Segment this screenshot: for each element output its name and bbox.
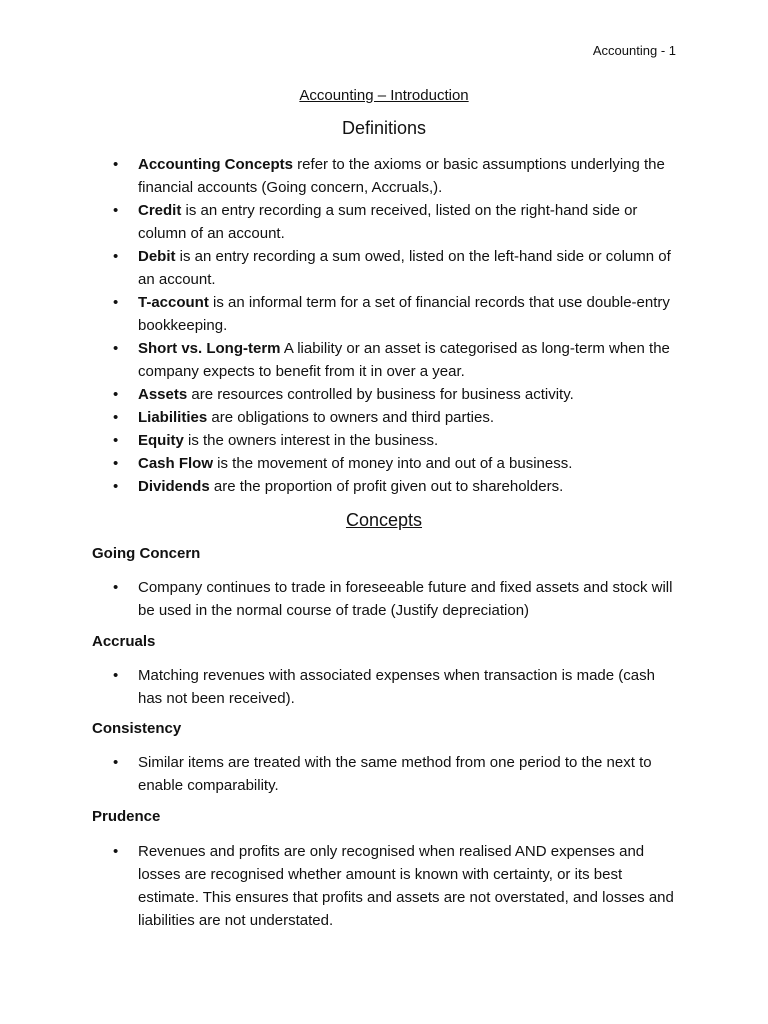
definition-text: is the owners interest in the business. (183, 432, 439, 449)
concept-bullet: • Similar items are treated with the same method from one period to the next to enable comparability. (0, 751, 768, 797)
concept-title-consistency: Consistency (92, 720, 182, 737)
definition-text: is an entry recording a sum received, listed on the right-hand side or column of an account. (138, 202, 638, 242)
definition-item (0, 337, 768, 383)
definition-term: Assets (138, 386, 188, 403)
definition-item (0, 475, 768, 498)
definitions-list (0, 153, 768, 498)
document-title: Accounting – Introduction (299, 87, 469, 104)
definition-item (0, 383, 768, 406)
definition-item (0, 199, 768, 245)
definition-text: are resources controlled by business for business activity. (187, 386, 574, 403)
definition-text: is an entry recording a sum owed, listed on the left-hand side or column of an account. (138, 248, 671, 288)
concept-bullet: • Revenues and profits are only recognised when realised AND expenses and losses are recognised whether amount is known with certainty, or its best estimate. This ensures that profits and assets are not overstated, and losses and liabilities are not understated. (0, 840, 768, 932)
definition-text: is the movement of money into and out of a business. (213, 455, 573, 472)
concepts-heading: Concepts (345, 510, 423, 530)
concept-list-prudence (0, 840, 768, 932)
definition-text: is an informal term for a set of financial records that use double-entry bookkeeping. (138, 294, 670, 334)
definition-item (0, 291, 768, 337)
definition-term: T-account (138, 294, 209, 311)
definition-item (0, 406, 768, 429)
definition-text: refer to the axioms or basic assumptions underlying the financial accounts (Going concern, Accruals,). (138, 156, 665, 196)
concept-title-accruals: Accruals (92, 633, 156, 650)
concept-list-going-concern (0, 576, 768, 622)
definition-term: Credit (138, 202, 182, 219)
definition-term: Liabilities (138, 409, 208, 426)
concept-bullet: • Matching revenues with associated expenses when transaction is made (cash has not been received). (0, 664, 768, 710)
definition-term: Debit (138, 248, 176, 265)
concept-list-consistency (0, 751, 768, 797)
definition-term: Accounting Concepts (138, 156, 294, 173)
definition-item (0, 245, 768, 291)
definition-item (0, 452, 768, 475)
running-header: Accounting - 1 (592, 43, 676, 58)
concept-title-going-concern: Going Concern (92, 545, 201, 562)
definition-term: Dividends (138, 478, 210, 495)
definitions-heading: Definitions (341, 118, 427, 138)
definition-term: Equity (138, 432, 184, 449)
concept-title-prudence: Prudence (92, 808, 161, 825)
definition-term: Short vs. Long-term (138, 340, 281, 357)
definition-item (0, 153, 768, 199)
concept-bullet: • Company continues to trade in foreseeable future and fixed assets and stock will be used in the normal course of trade (Justify depreciation) (0, 576, 768, 622)
definition-text: are the proportion of profit given out to shareholders. (209, 478, 564, 495)
concept-list-accruals (0, 664, 768, 710)
definition-text: are obligations to owners and third parties. (207, 409, 495, 426)
definition-item (0, 429, 768, 452)
definition-text: A liability or an asset is categorised as long-term when the company expects to benefit from it in over a year. (138, 340, 670, 380)
definition-term: Cash Flow (138, 455, 214, 472)
